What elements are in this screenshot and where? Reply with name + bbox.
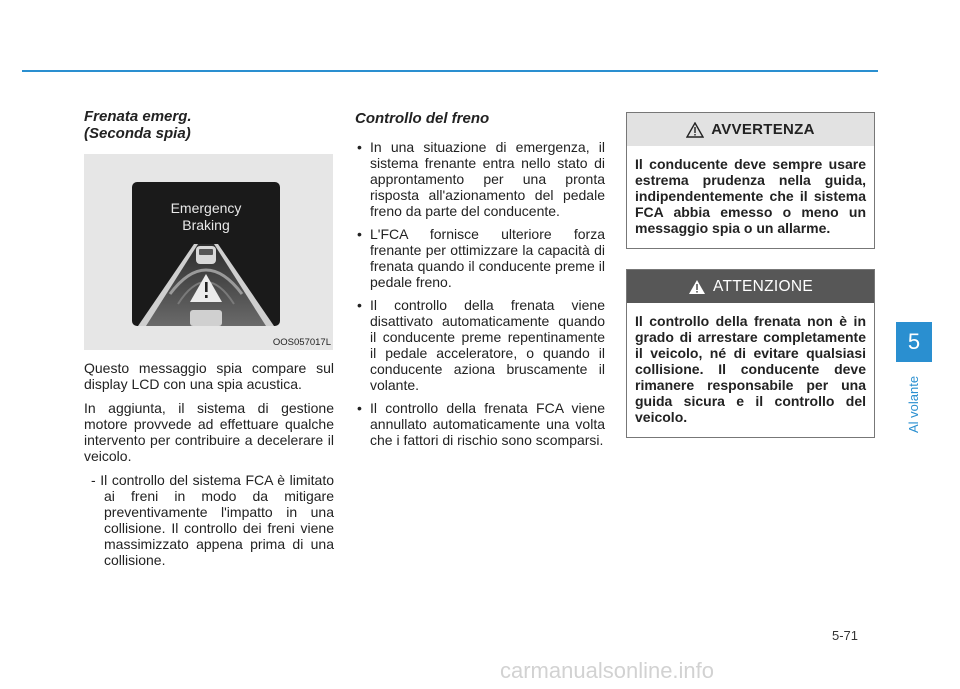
list-item: • L'FCA fornisce ulteriore forza frenante per ottimizzare la capacità di frenata quando il conducente preme il pedale freno. [357, 226, 605, 290]
warning-text: Il conducente deve sempre usare estrema prudenza nella guida, indipendentemente che il sistema FCA abbia emesso o meno un messaggio spia o un allarme. [635, 156, 866, 236]
figure-code: OOS057017L [272, 337, 331, 348]
watermark: carmanualsonline.info [500, 658, 715, 683]
column-middle [355, 110, 605, 455]
list-item: • Il controllo della frenata viene disattivato automaticamente quando il conducente preme repentinamente il pedale acceleratore, o quando il conducente aziona bruscamente il volante. [357, 297, 605, 393]
lcd-display [132, 182, 280, 326]
list-item: • In una situazione di emergenza, il sistema frenante entra nello stato di approntamento per una pronta risposta all'azionamento del pedale freno da parte del conducente. [357, 139, 605, 219]
chapter-label: Al volante [906, 375, 922, 433]
caution-header [627, 270, 874, 303]
caution-triangle-icon [688, 279, 706, 295]
header-rule [22, 70, 878, 72]
bullet-list [355, 139, 605, 448]
warning-triangle-icon [686, 122, 704, 138]
caution-title: ATTENZIONE [712, 277, 814, 295]
caution-box [626, 269, 875, 438]
paragraph: Questo messaggio spia compare sul display LCD con una spia acustica. [84, 360, 334, 392]
paragraph: In aggiunta, il sistema di gestione motore provvede ad effettuare qualche intervento per contribuire a decelerare il veicolo. [84, 400, 334, 464]
lcd-message: Emergency Braking [170, 200, 242, 233]
column-right [626, 112, 876, 458]
warning-box [626, 112, 875, 249]
page-number: 5-71 [832, 628, 859, 643]
warning-header [627, 113, 874, 146]
dash-list-item: - Il controllo del sistema FCA è limitato ai freni in modo da mitigare preventivamente l'impatto in una collisione. Il controllo dei freni viene massimizzato appena prima di una collisione. [91, 472, 334, 568]
column-left [84, 108, 334, 576]
caution-text: Il controllo della frenata non è in grado di arrestare completamente il veicolo, né di evitare qualsiasi collisione. Il conducente deve rimanere responsabile per una guida sicura e il controllo del veicolo. [635, 313, 866, 425]
section-heading-emergency-braking: Frenata emerg. (Seconda spia) [84, 108, 192, 142]
figure-emergency-braking [84, 154, 333, 350]
warning-title: AVVERTENZA [711, 121, 815, 138]
list-item: • Il controllo della frenata FCA viene annullato automaticamente una volta che i fattori di rischio sono scomparsi. [357, 400, 605, 448]
section-heading-brake-control: Controllo del freno [355, 110, 490, 127]
chapter-number-tab: 5 [896, 322, 932, 362]
